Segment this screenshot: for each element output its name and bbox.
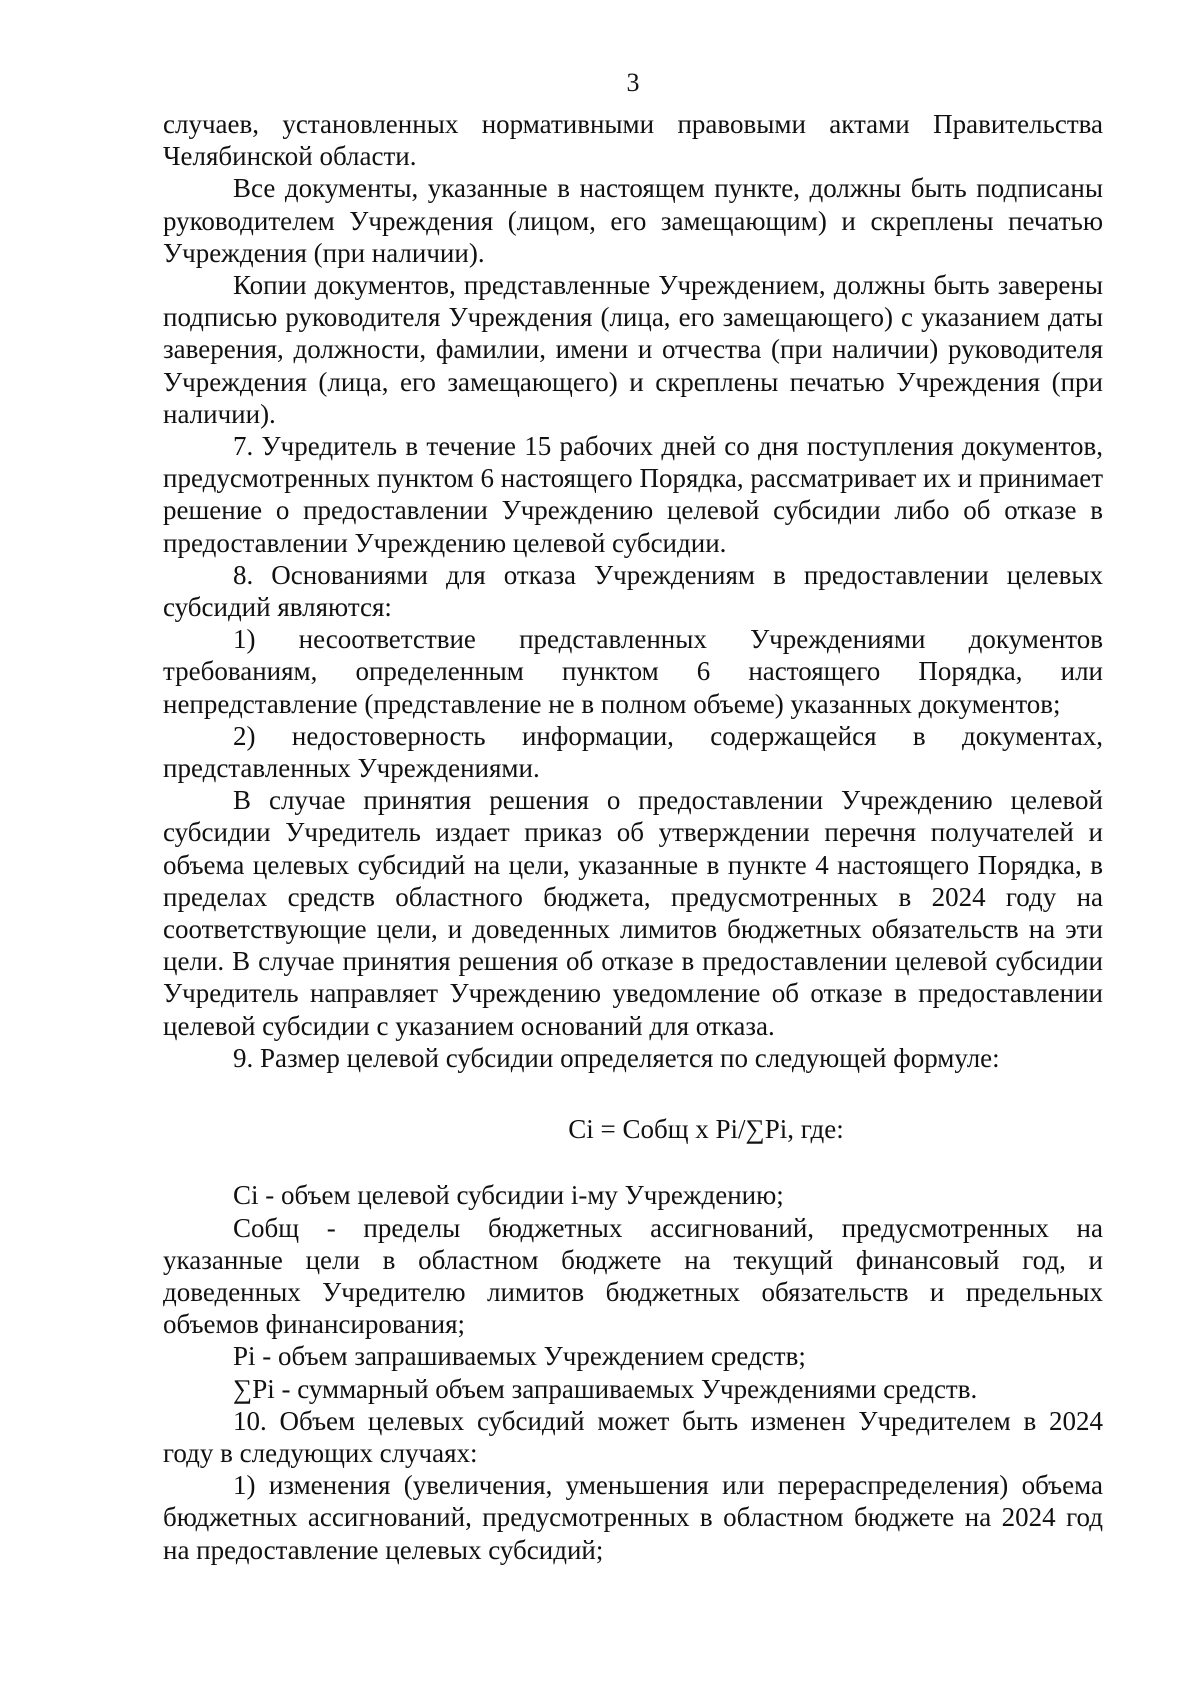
paragraph: 10. Объем целевых субсидий может быть изменен Учредителем в 2024 году в следующих случаях: (163, 1405, 1103, 1468)
paragraph: случаев, установленных нормативными правовыми актами Правительства Челябинской области. (163, 109, 1103, 172)
paragraph: 8. Основаниями для отказа Учреждениям в предоставлении целевых субсидий являются: (163, 559, 1103, 623)
formula: Ci = Cобщ x Pi/∑Pi, где: (568, 1114, 844, 1145)
formula-definition: Pi - объем запрашиваемых Учреждением средств; (233, 1341, 806, 1372)
paragraph: В случае принятия решения о предоставлении Учреждению целевой субсидии Учредитель издает приказ об утверждении перечня получателей и объема целевых субсидий на цели, указанные в пункте 4 настоящего Порядка, в пределах средств областного бюджета, предусмотренных в 2024 году на соответствующие цели, и доведенных лимитов бюджетных обязательств на эти цели. В случае принятия решения об отказе в предоставлении целевой субсидии Учредитель направляет Учреждению уведомление об отказе в предоставлении целевой субсидии с указанием оснований для отказа. (163, 785, 1103, 1041)
formula-definition: Cобщ - пределы бюджетных ассигнований, предусмотренных на указанные цели в областном бюджете на текущий финансовый год, и доведенных Учредителю лимитов бюджетных обязательств и предельных объемов финансирования; (163, 1212, 1103, 1340)
paragraph: Все документы, указанные в настоящем пункте, должны быть подписаны руководителем Учреждения (лицом, его замещающим) и скреплены печатью Учреждения (при наличии). (163, 173, 1103, 268)
paragraph: Копии документов, представленные Учреждением, должны быть заверены подписью руководителя Учреждения (лица, его замещающего) с указанием даты заверения, должности, фамилии, имени и отчества (при наличии) руководителя Учреждения (лица, его замещающего) и скреплены печатью Учреждения (при наличии). (163, 270, 1103, 429)
formula-definition: ∑Pi - суммарный объем запрашиваемых Учреждениями средств. (233, 1373, 978, 1404)
list-item: 1) изменения (увеличения, уменьшения или перераспределения) объема бюджетных ассигнований, предусмотренных в областном бюджете на 2024 год на предоставление целевых субсидий; (163, 1470, 1103, 1565)
paragraph: 9. Размер целевой субсидии определяется по следующей формуле: (233, 1042, 1000, 1073)
formula-definition: Ci - объем целевой субсидии i-му Учреждению; (233, 1180, 784, 1211)
page-number: 3 (626, 68, 640, 97)
list-item: 1) несоответствие представленных Учреждениями документов требованиям, определенным пунктом 6 настоящего Порядка, или непредставление (представление не в полном объеме) указанных документов; (163, 624, 1103, 719)
list-item: 2) недостоверность информации, содержащейся в документах, представленных Учреждениями. (163, 720, 1103, 784)
document-body (163, 108, 1103, 1566)
paragraph: 7. Учредитель в течение 15 рабочих дней со дня поступления документов, предусмотренных пунктом 6 настоящего Порядка, рассматривает их и принимает решение о предоставлении Учреждению целевой субсидии либо об отказе в предоставлении Учреждению целевой субсидии. (163, 431, 1103, 558)
